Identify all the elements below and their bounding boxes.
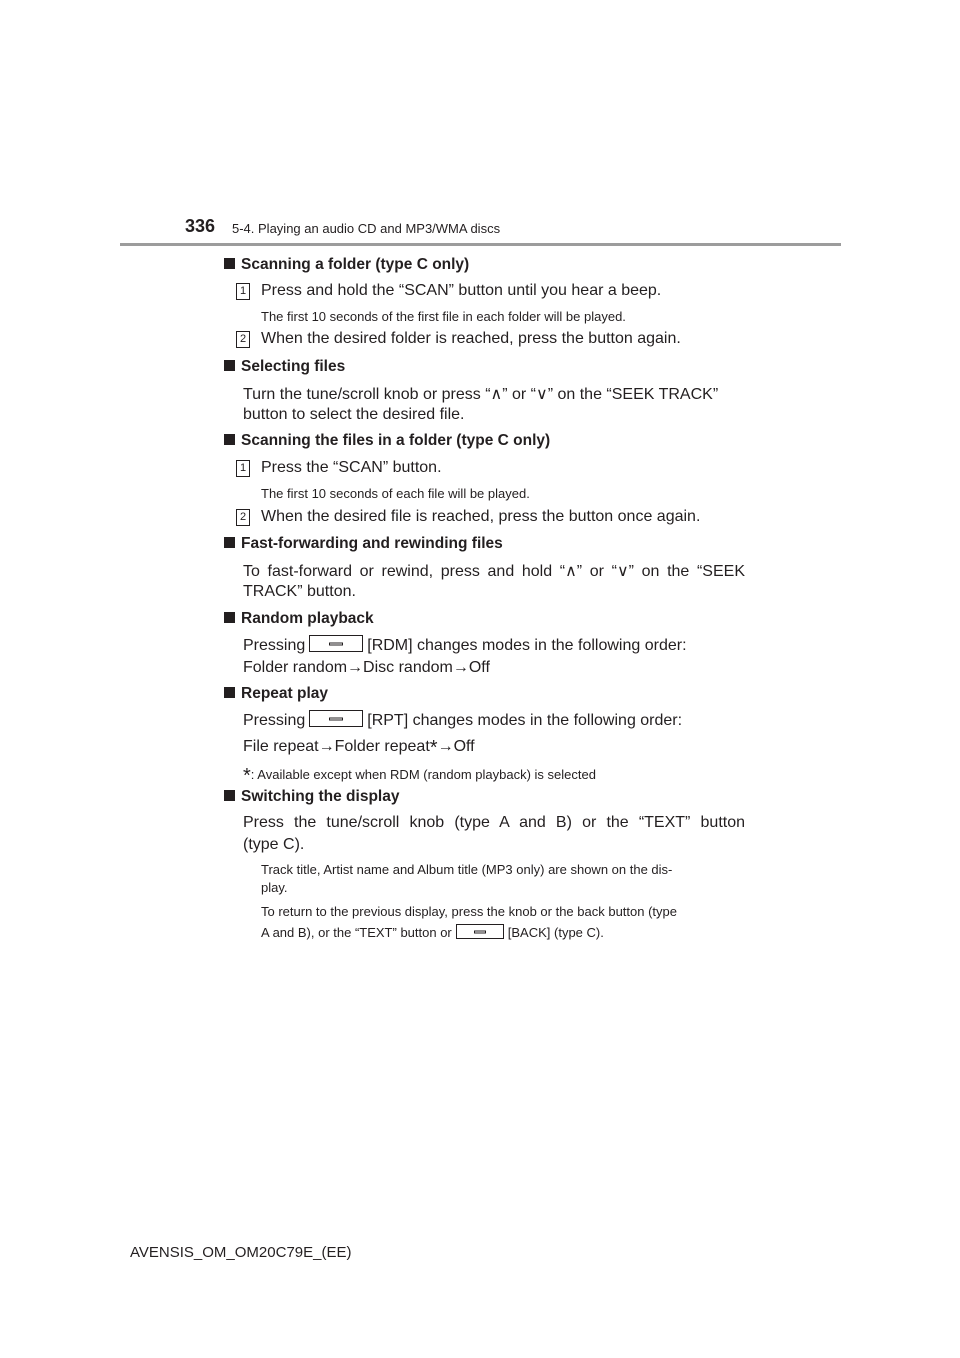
step-text: When the desired folder is reached, press the button again. (261, 330, 681, 347)
note-text: play. (261, 880, 288, 895)
step-number-2: 2 (236, 509, 250, 526)
body-text: TRACK” button. (243, 583, 356, 600)
heading-scan-files: Scanning the files in a folder (type C only) (224, 432, 550, 450)
footnote-marker: * (243, 765, 251, 787)
heading-fast-forward: Fast-forwarding and rewinding files (224, 535, 503, 553)
footnote: *: Available except when RDM (random playback) is selected (243, 765, 596, 787)
section-title: 5-4. Playing an audio CD and MP3/WMA discs (232, 221, 501, 236)
square-bullet-icon (224, 360, 235, 371)
body-text: button to select the desired file. (243, 406, 465, 423)
step-note: The first 10 seconds of the first file in each folder will be played. (261, 309, 626, 324)
note-text: Track title, Artist name and Album title (MP3 only) are shown on the dis- (261, 862, 673, 877)
step-text: When the desired file is reached, press the button once again. (261, 508, 701, 525)
heading-selecting-files: Selecting files (224, 358, 345, 376)
body-text: Folder random→Disc random→Off (243, 659, 490, 676)
heading-scan-folder: Scanning a folder (type C only) (224, 256, 469, 274)
heading-repeat-play: Repeat play (224, 685, 328, 703)
document-code: AVENSIS_OM_OM20C79E_(EE) (130, 1244, 352, 1261)
preset-button-icon (309, 635, 363, 652)
page-number: 336 (185, 216, 216, 236)
footnote-marker: * (429, 737, 438, 759)
preset-button-icon (309, 710, 363, 727)
step-number-2: 2 (236, 331, 250, 348)
heading-random-playback: Random playback (224, 610, 374, 628)
step-text: Press the “SCAN” button. (261, 459, 442, 476)
square-bullet-icon (224, 687, 235, 698)
body-text: Pressing [RPT] changes modes in the following order: (243, 712, 683, 729)
step-note: The first 10 seconds of each file will be played. (261, 486, 530, 501)
heading-switching-display: Switching the display (224, 788, 399, 806)
body-text: Turn the tune/scroll knob or press “∧” or “∨” on the “SEEK TRACK” (243, 386, 719, 403)
step-text: Press and hold the “SCAN” button until you hear a beep. (261, 282, 662, 299)
square-bullet-icon (224, 434, 235, 445)
square-bullet-icon (224, 790, 235, 801)
note-text: A and B), or the “TEXT” button or [BACK] (type C). (261, 925, 604, 940)
body-text: Pressing [RDM] changes modes in the following order: (243, 637, 687, 654)
header-rule (120, 243, 841, 246)
body-text: (type C). (243, 836, 305, 853)
square-bullet-icon (224, 537, 235, 548)
square-bullet-icon (224, 612, 235, 623)
step-number-1: 1 (236, 460, 250, 477)
note-text: To return to the previous display, press the knob or the back button (type (261, 904, 677, 919)
step-number-1: 1 (236, 283, 250, 300)
square-bullet-icon (224, 258, 235, 269)
body-text: To fast-forward or rewind, press and hold “∧” or “∨” on the “SEEK (243, 563, 745, 580)
body-text: Press the tune/scroll knob (type A and B) or the “TEXT” button (243, 814, 745, 831)
body-text: File repeat→Folder repeat*→Off (243, 737, 475, 759)
preset-button-icon (456, 924, 504, 939)
